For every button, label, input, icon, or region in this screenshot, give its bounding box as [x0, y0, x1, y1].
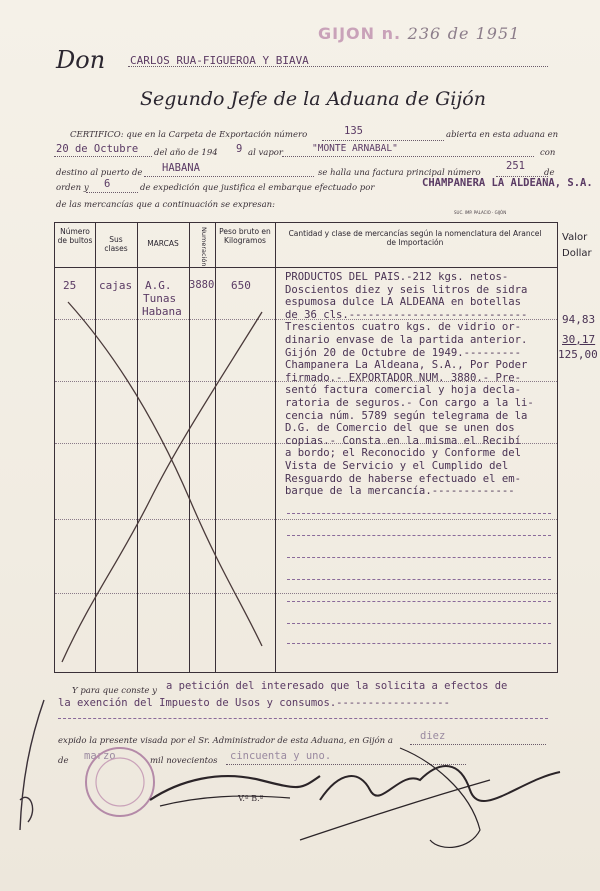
desc-line: Doscientos diez y seis litros de sidra	[285, 283, 528, 296]
invoice-number: 251	[506, 160, 525, 172]
cell-peso: 650	[231, 279, 251, 292]
dollar-label: Dollar	[562, 248, 592, 259]
cert-line2c: con	[540, 148, 556, 158]
header-clases: Sus clases	[104, 235, 128, 254]
signature-underline	[160, 796, 290, 806]
cell-marcas-3: Habana	[142, 305, 182, 318]
cell-bultos: 25	[63, 279, 77, 292]
order-number: 6	[104, 178, 111, 190]
desc-line: D.G. de Comercio del que se unen dos	[285, 422, 515, 435]
cert-line5: de las mercancías que a continuación se expresan:	[56, 200, 276, 210]
cell-marcas-2: Tunas	[143, 292, 177, 305]
issue-year: cincuenta y uno.	[230, 750, 332, 762]
valor-2: 30,17	[562, 333, 596, 346]
seal-inner	[96, 758, 144, 806]
cert-line1a: CERTIFICO: que en la Carpeta de Exportación número	[70, 130, 308, 140]
printer-credit: SUC. IMP. PALACIO · GIJÓN	[454, 210, 507, 215]
desc-line: barque de la mercancía.-------------	[285, 485, 515, 498]
desc-line: dinario envase de la partida anterior.	[285, 333, 528, 346]
cert-line3a: destino al puerto de	[56, 168, 143, 178]
desc-line: de 36 cls.----------------------------	[285, 308, 528, 321]
footer-line1a: Y para que conste y	[72, 686, 157, 696]
cell-marcas-1: A.G.	[145, 279, 172, 292]
destination-port: HABANA	[162, 162, 200, 174]
desc-line: espumosa dulce LA ALDEANA en botellas	[285, 296, 521, 309]
cert-line4c: de expedición que justifica el embarque efectuado por	[140, 183, 375, 193]
margin-signature	[20, 700, 44, 830]
official-title: Segundo Jefe de la Aduana de Gijón	[140, 88, 486, 110]
issue-month: marzo	[84, 750, 116, 762]
official-name: CARLOS RUA-FIGUEROA Y BIAVA	[130, 54, 309, 67]
header-marcas: MARCAS	[147, 239, 179, 248]
don-label: Don	[56, 46, 106, 74]
desc-line: Vista de Servicio y el Cumplido del	[285, 459, 509, 472]
header-bultos: Número de bultos	[57, 227, 93, 246]
footer-line4a: de	[58, 756, 69, 766]
valor-label: Valor	[562, 232, 588, 243]
issue-day: diez	[420, 730, 446, 742]
vb-label: V.º B.º	[238, 794, 264, 803]
desc-line: Trescientos cuatro kgs. de vidrio or-	[285, 321, 521, 334]
footer-line2: la exención del Impuesto de Usos y consumos.------------------	[58, 697, 450, 709]
footer-line4b: mil novecientos	[150, 756, 218, 766]
cell-numeracion: 3880	[189, 279, 215, 291]
cell-clases: cajas	[99, 279, 133, 292]
valor-1: 94,83	[562, 313, 596, 326]
cross-stroke-2	[62, 312, 262, 662]
desc-line: copias.- Consta en la misma el Recibí	[285, 434, 521, 447]
cert-line1b: abierta en esta aduana en	[446, 130, 559, 140]
signature-loop	[400, 748, 480, 847]
desc-line: ratoria de seguros.- Con cargo a la li-	[285, 396, 534, 409]
footer-line1b: a petición del interesado que la solicita a efectos de	[166, 680, 508, 692]
stamp-number: 236	[407, 24, 442, 43]
stamp-suffix: de 1951	[447, 24, 521, 43]
stamp-text: GIJON n.	[318, 24, 402, 43]
header-numeracion: Numeración	[200, 227, 208, 267]
desc-line: sentó factura comercial y hoja decla-	[285, 384, 521, 397]
desc-line: PRODUCTOS DEL PAIS.-212 kgs. netos-	[285, 271, 509, 283]
cert-line4b: orden y	[56, 183, 89, 193]
exporter-name: CHAMPANERA LA ALDEANA, S.A.	[422, 177, 593, 189]
cert-line2a: del año de 194	[154, 148, 218, 158]
export-date: 20 de Octubre	[56, 143, 139, 155]
header-cantidad: Cantidad y clase de mercancías según la nomenclatura del Arancel de Importación	[288, 229, 542, 248]
header-peso: Peso bruto en Kilogramos	[219, 227, 271, 246]
vessel-name: "MONTE ARNABAL"	[312, 143, 398, 154]
desc-line: firmado.- EXPORTADOR NUM. 3880.- Pre-	[285, 371, 521, 384]
export-number: 135	[344, 125, 363, 137]
desc-line: cencia núm. 5789 según telegrama de la	[285, 409, 528, 422]
cert-line3b: se halla una factura principal número	[318, 168, 481, 178]
valor-3: 125,00	[558, 348, 598, 361]
year-digit: 9	[236, 143, 243, 155]
desc-line: Gijón 20 de Octubre de 1949.---------	[285, 346, 521, 359]
desc-line: Champanera La Aldeana, S.A., Por Poder	[285, 359, 528, 372]
desc-line: Resguardo de haberse efectuado el em-	[285, 472, 521, 485]
cert-line4a: de	[544, 168, 555, 178]
cert-line2b: al vapor	[248, 148, 283, 158]
footer-line3a: expido la presente visada por el Sr. Administrador de esta Aduana, en Gijón a	[58, 736, 393, 746]
desc-line: a bordo; el Reconocido y Conforme del	[285, 447, 521, 460]
